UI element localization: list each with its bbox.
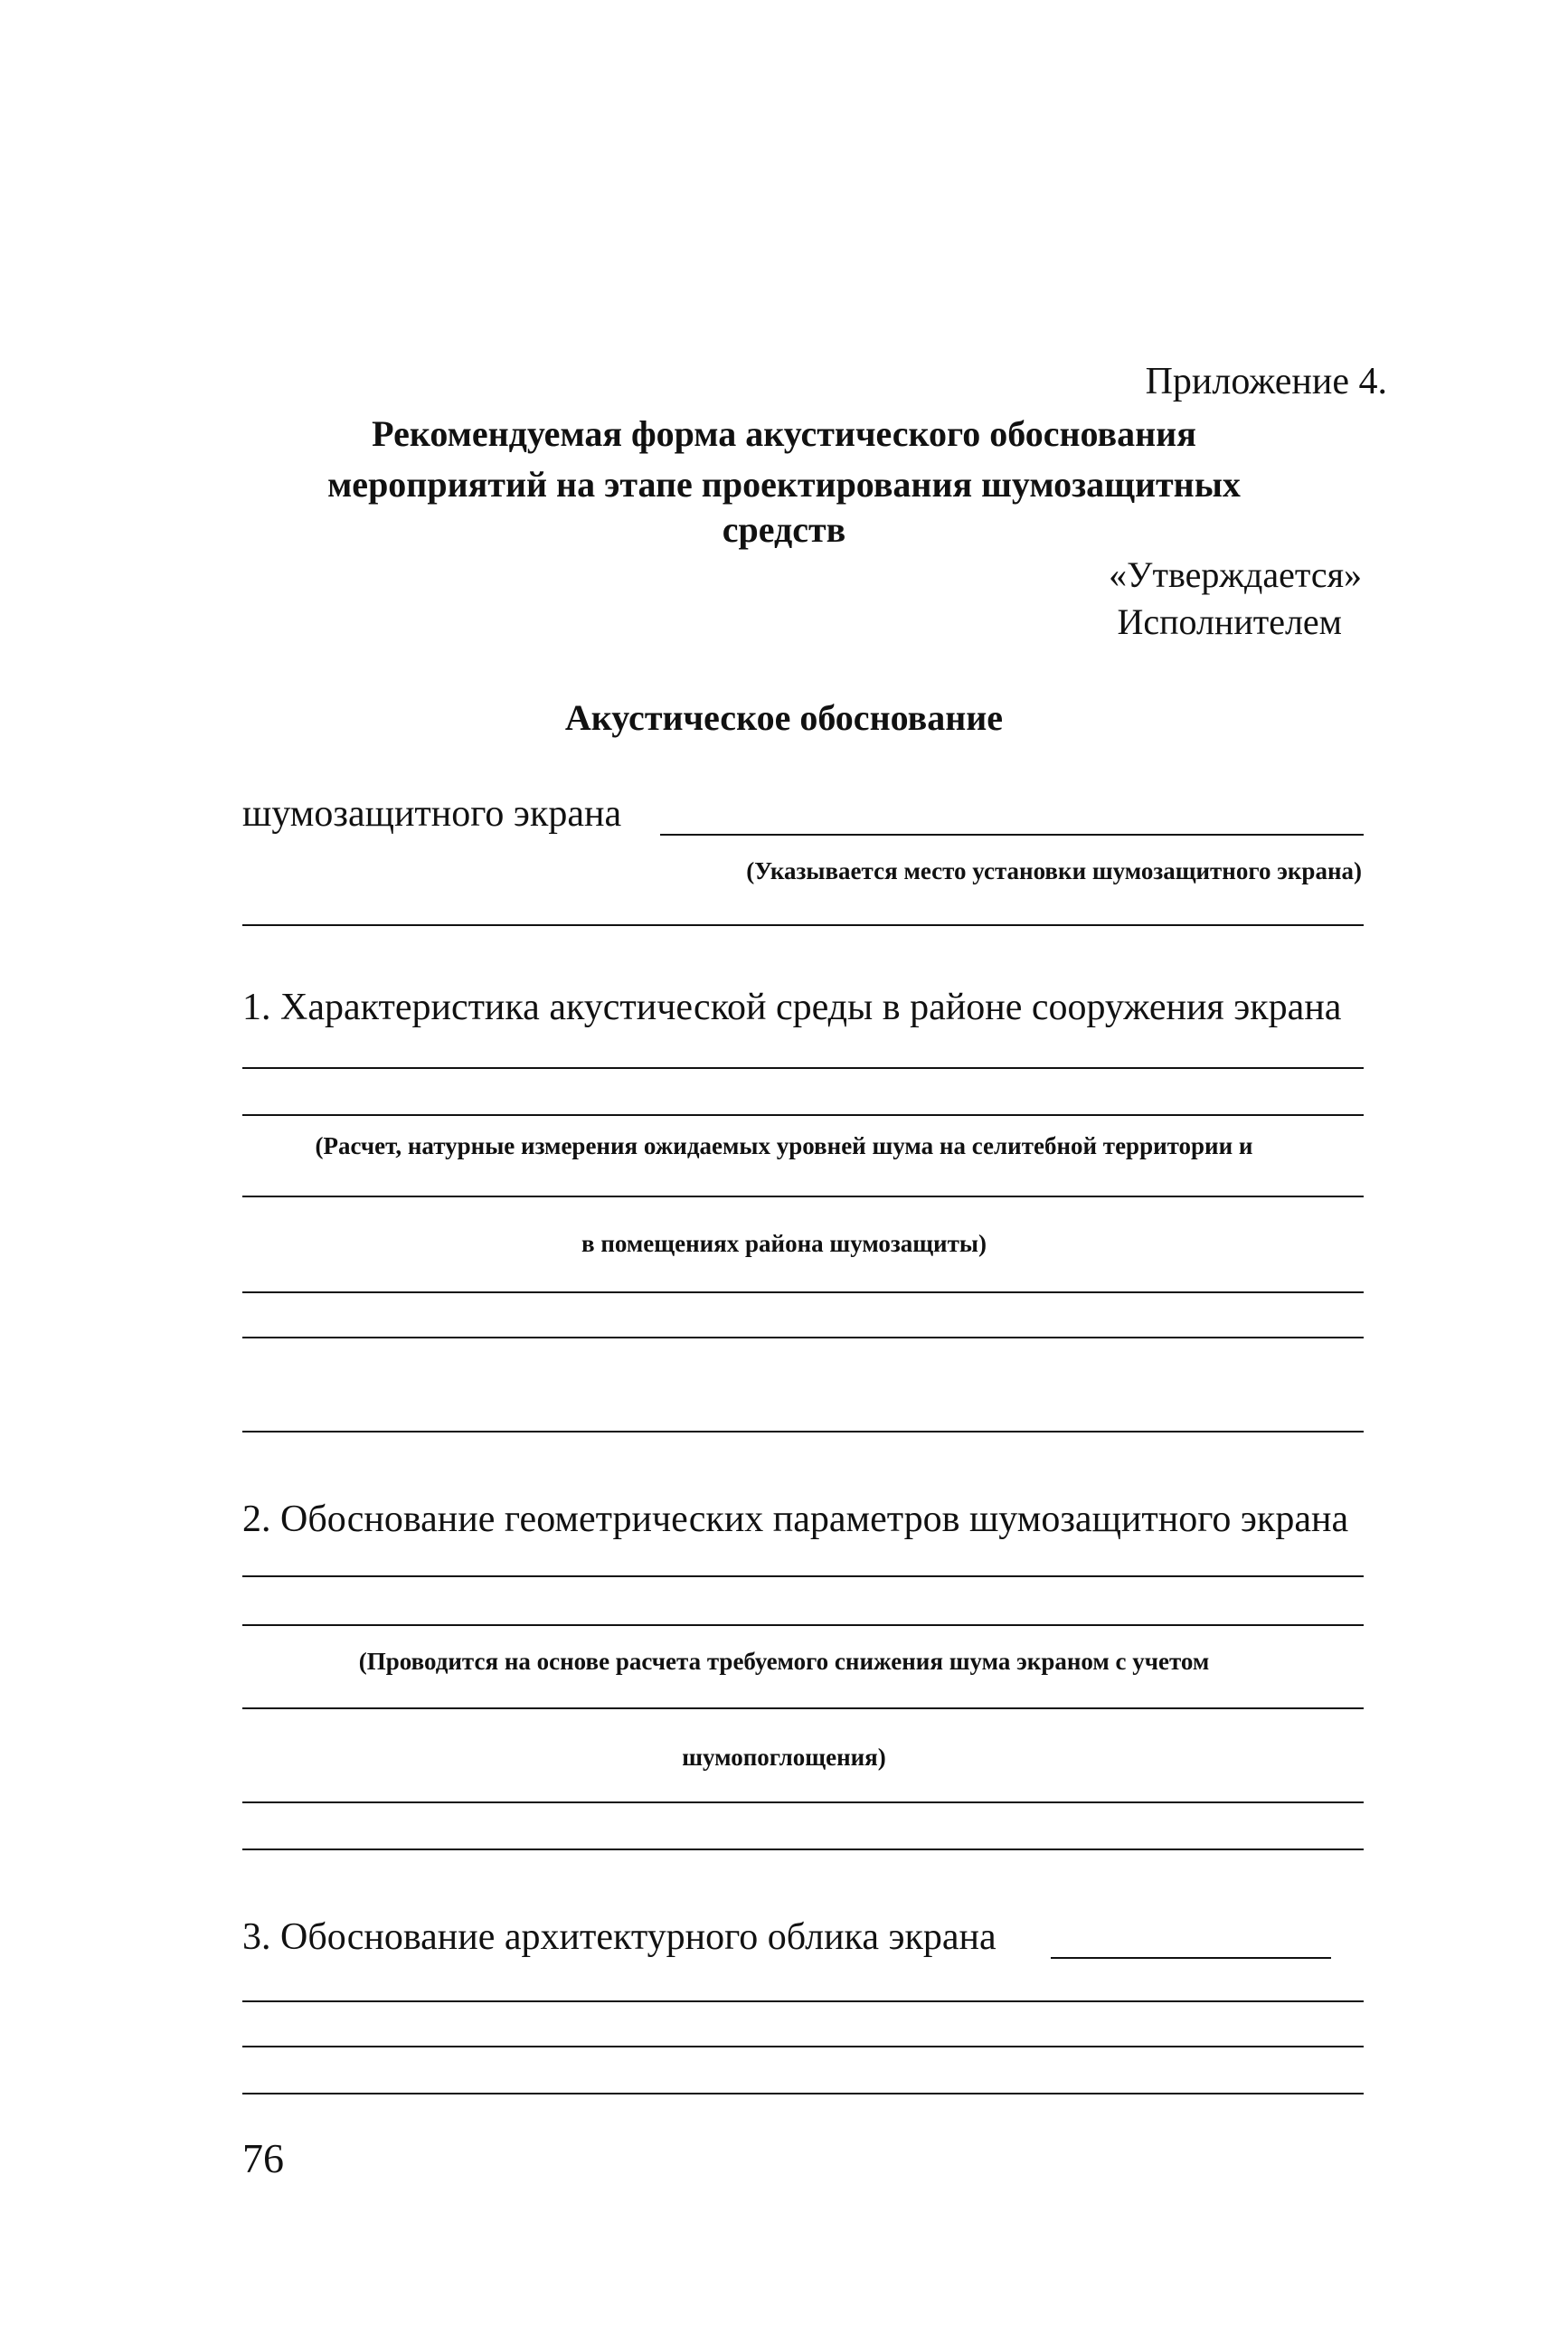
fill-line[interactable] [242, 2093, 1364, 2094]
fill-line[interactable] [242, 1196, 1364, 1197]
screen-field-label: шумозащитного экрана [242, 793, 622, 835]
fill-line[interactable] [242, 1801, 1364, 1803]
section-2-hint-line-2: шумопоглощения) [682, 1744, 886, 1771]
fill-line[interactable] [242, 1337, 1364, 1338]
fill-line[interactable] [242, 1575, 1364, 1577]
form-title-line-1: Рекомендуемая форма акустического обоснования [372, 413, 1196, 454]
section-1-heading: 1. Характеристика акустической среды в районе сооружения экрана [242, 987, 1342, 1028]
section-2-heading: 2. Обоснование геометрических параметров шумозащитного экрана [242, 1499, 1349, 1540]
form-title-line-2: мероприятий на этапе проектирования шумозащитных [327, 464, 1241, 505]
fill-line[interactable] [242, 1291, 1364, 1293]
section-1-hint-line-1: (Расчет, натурные измерения ожидаемых уровней шума на селитебной территории и [315, 1132, 1253, 1159]
fill-line[interactable] [242, 1114, 1364, 1116]
fill-line[interactable] [242, 1707, 1364, 1709]
page-number: 76 [242, 2135, 284, 2181]
fill-line[interactable] [242, 2000, 1364, 2002]
section-2-hint-line-1: (Проводится на основе расчета требуемого снижения шума экраном с учетом [358, 1648, 1210, 1675]
approval-line-1: «Утверждается» [1109, 554, 1362, 595]
form-title-line-3: средств [722, 509, 846, 550]
screen-location-blank[interactable] [660, 834, 1364, 836]
fill-line[interactable] [242, 1624, 1364, 1626]
appendix-label: Приложение 4. [1145, 361, 1387, 402]
fill-line[interactable] [242, 1849, 1364, 1850]
fill-line[interactable] [242, 924, 1364, 926]
section-3-heading: 3. Обоснование архитектурного облика экрана [242, 1916, 997, 1958]
document-title: Акустическое обоснование [564, 697, 1004, 738]
approval-line-2: Исполнителем [1117, 601, 1342, 642]
screen-location-hint: (Указывается место установки шумозащитного экрана) [746, 857, 1362, 884]
fill-line[interactable] [242, 2046, 1364, 2047]
fill-line[interactable] [242, 1067, 1364, 1069]
section-3-blank[interactable] [1051, 1957, 1331, 1959]
section-1-hint-line-2: в помещениях района шумозащиты) [581, 1230, 987, 1257]
fill-line[interactable] [242, 1431, 1364, 1432]
